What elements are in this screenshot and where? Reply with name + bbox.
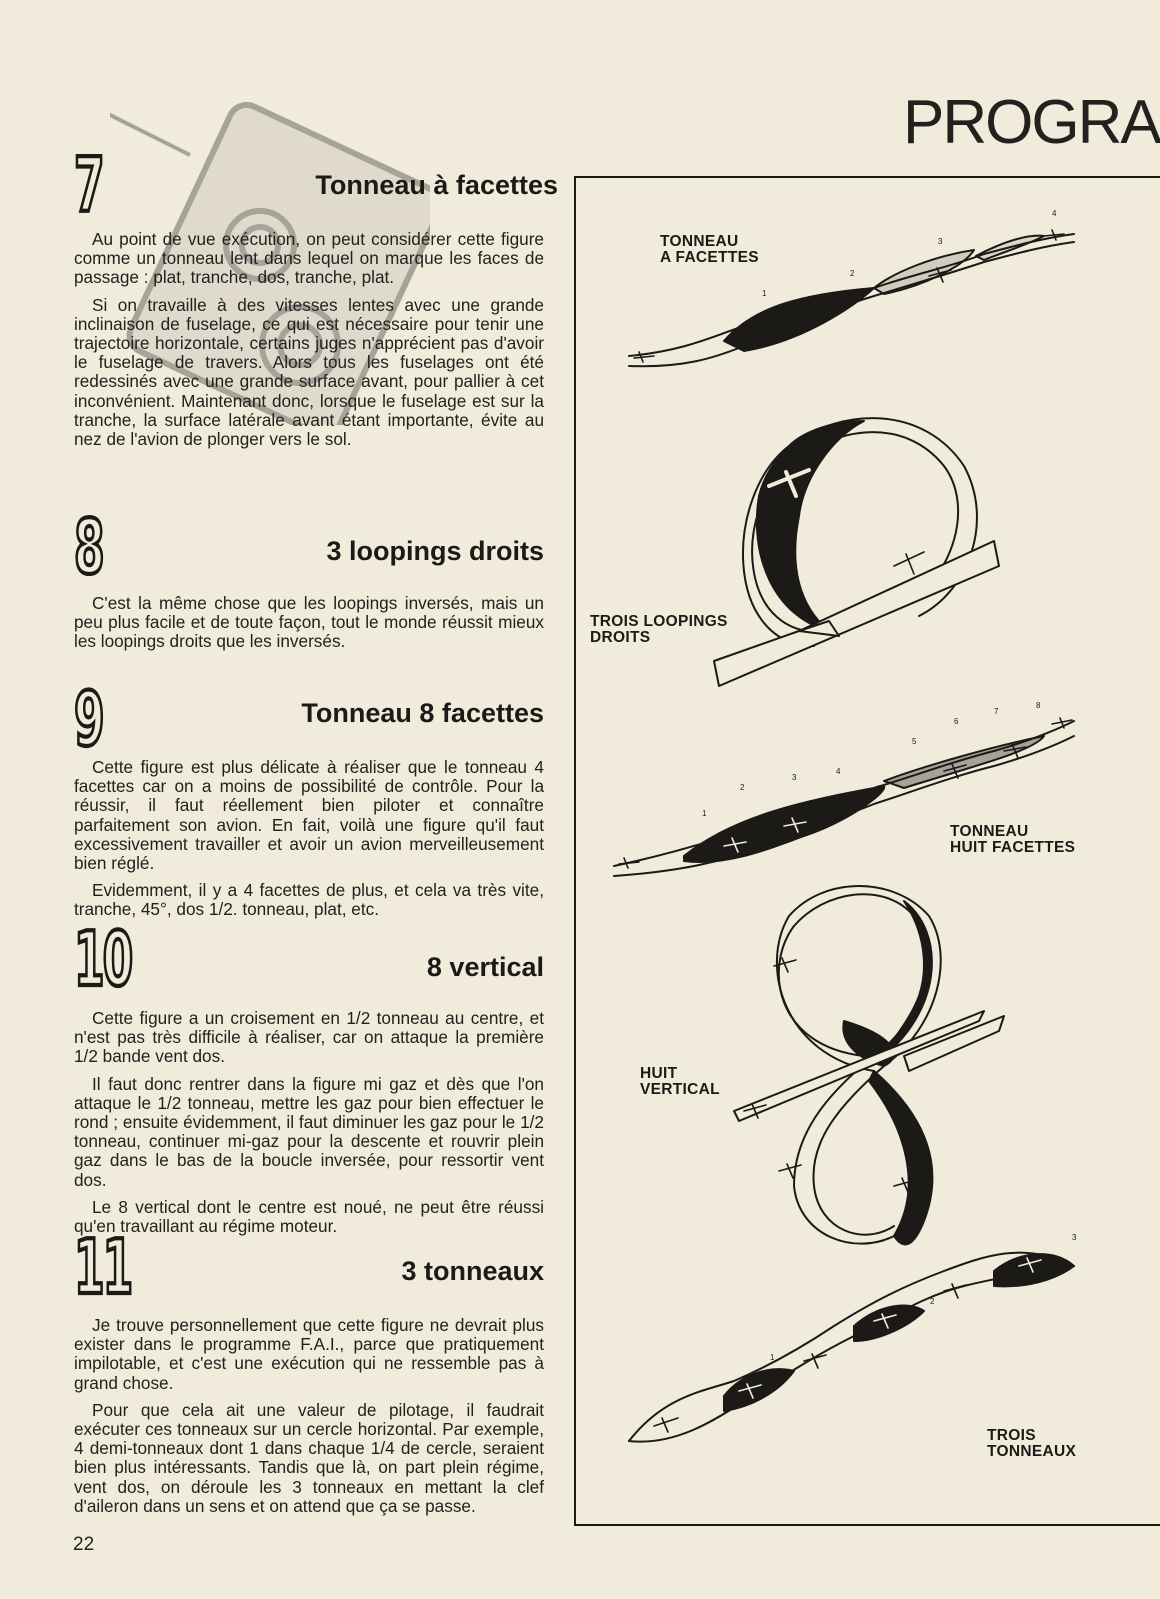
- section-8: [74, 505, 544, 672]
- section-title: 3 tonneaux: [401, 1256, 544, 1286]
- figure-label-trois-tonneaux: TROIS TONNEAUX: [987, 1427, 1077, 1460]
- section-10: [74, 917, 544, 1237]
- figure-mark: 8: [1036, 701, 1041, 710]
- paragraph: Si on travaille à des vitesses lentes avec une grande inclinaison de fuselage, ce qui est nécessaire pour tenir une trajectoire horizontale, certains juges n'apprécient pas d'avoir le fuselage de travers. Alors tous les fuselages ont été redessinés avec une grande surface avant, pour pallier à cet inconvénient. Maintenant donc, lorsque le fuselage est sur la tranche, la surface latérale avant étant importante, évite au nez de l'avion de plonger vers le sol.: [74, 294, 544, 450]
- page-header-title: PROGRA: [903, 88, 1160, 157]
- section-number: 11: [74, 1225, 132, 1312]
- paragraph: Je trouve personnellement que cette figure ne devrait plus exister dans le programme F.A.I., parce que pratiquement impilotable, et c'est une exécution qui ne ressemble pas à grand chose.: [74, 1315, 544, 1393]
- section-number: 7: [74, 143, 105, 230]
- paragraph: Cette figure a un croisement en 1/2 tonneau au centre, et n'est pas très difficile à réaliser, car on attaque la première 1/2 bande vent dos.: [74, 1008, 544, 1067]
- section-body: [74, 230, 544, 457]
- figure-mark: 4: [836, 767, 841, 776]
- section-title: Tonneau 8 facettes: [301, 698, 544, 728]
- figure-mark: 3: [1072, 1233, 1077, 1242]
- figure-mark: 2: [850, 269, 855, 278]
- figure-label-huit-facettes: TONNEAU HUIT FACETTES: [950, 823, 1076, 856]
- section-title: 8 vertical: [426, 952, 544, 982]
- figure-mark: 1: [762, 289, 767, 298]
- section-body: [74, 1009, 544, 1244]
- figure-mark: 6: [954, 717, 959, 726]
- paragraph: Cette figure est plus délicate à réaliser que le tonneau 4 facettes car on a moins de possibilité de contrôle. Pour la réussir, il faut réellement bien piloter et connaître parfaitement son avion. En fait, voilà une figure qu'il faut excessivement travailler et avoir un avion merveilleusement bien réglé.: [74, 757, 544, 874]
- paragraph: Il faut donc rentrer dans la figure mi gaz et dès que l'on attaque le 1/2 tonneau, mettre les gaz pour bien effectuer le rond ; ensuite évidemment, il faut diminuer les gaz pour le 1/2 tonneau, continuer mi-gaz pour la descente et rouvrir plein gaz dans le bas de la boucle inversée, pour ressortir vent dos.: [74, 1073, 544, 1190]
- figure-mark: 5: [912, 737, 917, 746]
- figure-mark: 3: [792, 773, 797, 782]
- section-body: [74, 1316, 544, 1524]
- figure-label-trois-loopings: TROIS LOOPINGS DROITS: [590, 613, 728, 646]
- huit-vertical-diagram: [734, 886, 1004, 1244]
- figure-mark: 2: [740, 783, 745, 792]
- figure-mark: 3: [938, 237, 943, 246]
- section-9: [74, 677, 544, 920]
- section-body: [74, 758, 544, 928]
- figure-mark: 1: [770, 1353, 775, 1362]
- figure-label-tonneau-facettes: TONNEAU A FACETTES: [660, 233, 759, 266]
- paragraph: C'est la même chose que les loopings inversés, mais un peu plus facile et de toute façon, tout le monde réussit mieux les loopings droits que les inversés.: [74, 593, 544, 652]
- airplane-icon: [654, 1258, 1041, 1432]
- page-number: 22: [73, 1534, 95, 1555]
- paragraph: Au point de vue exécution, on peut considérer cette figure comme un tonneau lent dans lequel on marque les faces de passage : plat, tranche, dos, tranche, plat.: [74, 229, 544, 288]
- section-title: 3 loopings droits: [326, 536, 544, 566]
- figure-mark: 2: [930, 1297, 935, 1306]
- section-7: [74, 143, 558, 500]
- section-title: Tonneau à facettes: [315, 170, 558, 200]
- section-number: 8: [74, 505, 105, 592]
- section-11: [74, 1225, 544, 1532]
- section-number: 10: [74, 917, 132, 1004]
- section-body: [74, 594, 544, 660]
- figure-label-huit-vertical: HUIT VERTICAL: [640, 1065, 720, 1098]
- paragraph: Pour que cela ait une valeur de pilotage, il faudrait exécuter ces tonneaux sur un cercle horizontal. Par exemple, 4 demi-tonneaux dont 1 dans chaque 1/4 de cercle, seraient bien plus intéressants. Tandis que là, on part plein régime, vent dos, on déroule les 3 tonneaux en mettant la clef d'aileron dans un sens et on attend que ça se passe.: [74, 1399, 544, 1516]
- paragraph: Le 8 vertical dont le centre est noué, ne peut être réussi qu'en travaillant au régime moteur.: [74, 1196, 544, 1237]
- paragraph: Evidemment, il y a 4 facettes de plus, et cela va très vite, tranche, 45°, dos 1/2. tonneau, plat, etc.: [74, 880, 544, 920]
- figure-mark: 7: [994, 707, 999, 716]
- trois-tonneaux-diagram: [629, 1253, 1074, 1442]
- section-number: 9: [74, 677, 105, 764]
- figure-mark: 4: [1052, 209, 1057, 218]
- trois-loopings-diagram: [714, 418, 999, 686]
- figure-mark: 1: [702, 809, 707, 818]
